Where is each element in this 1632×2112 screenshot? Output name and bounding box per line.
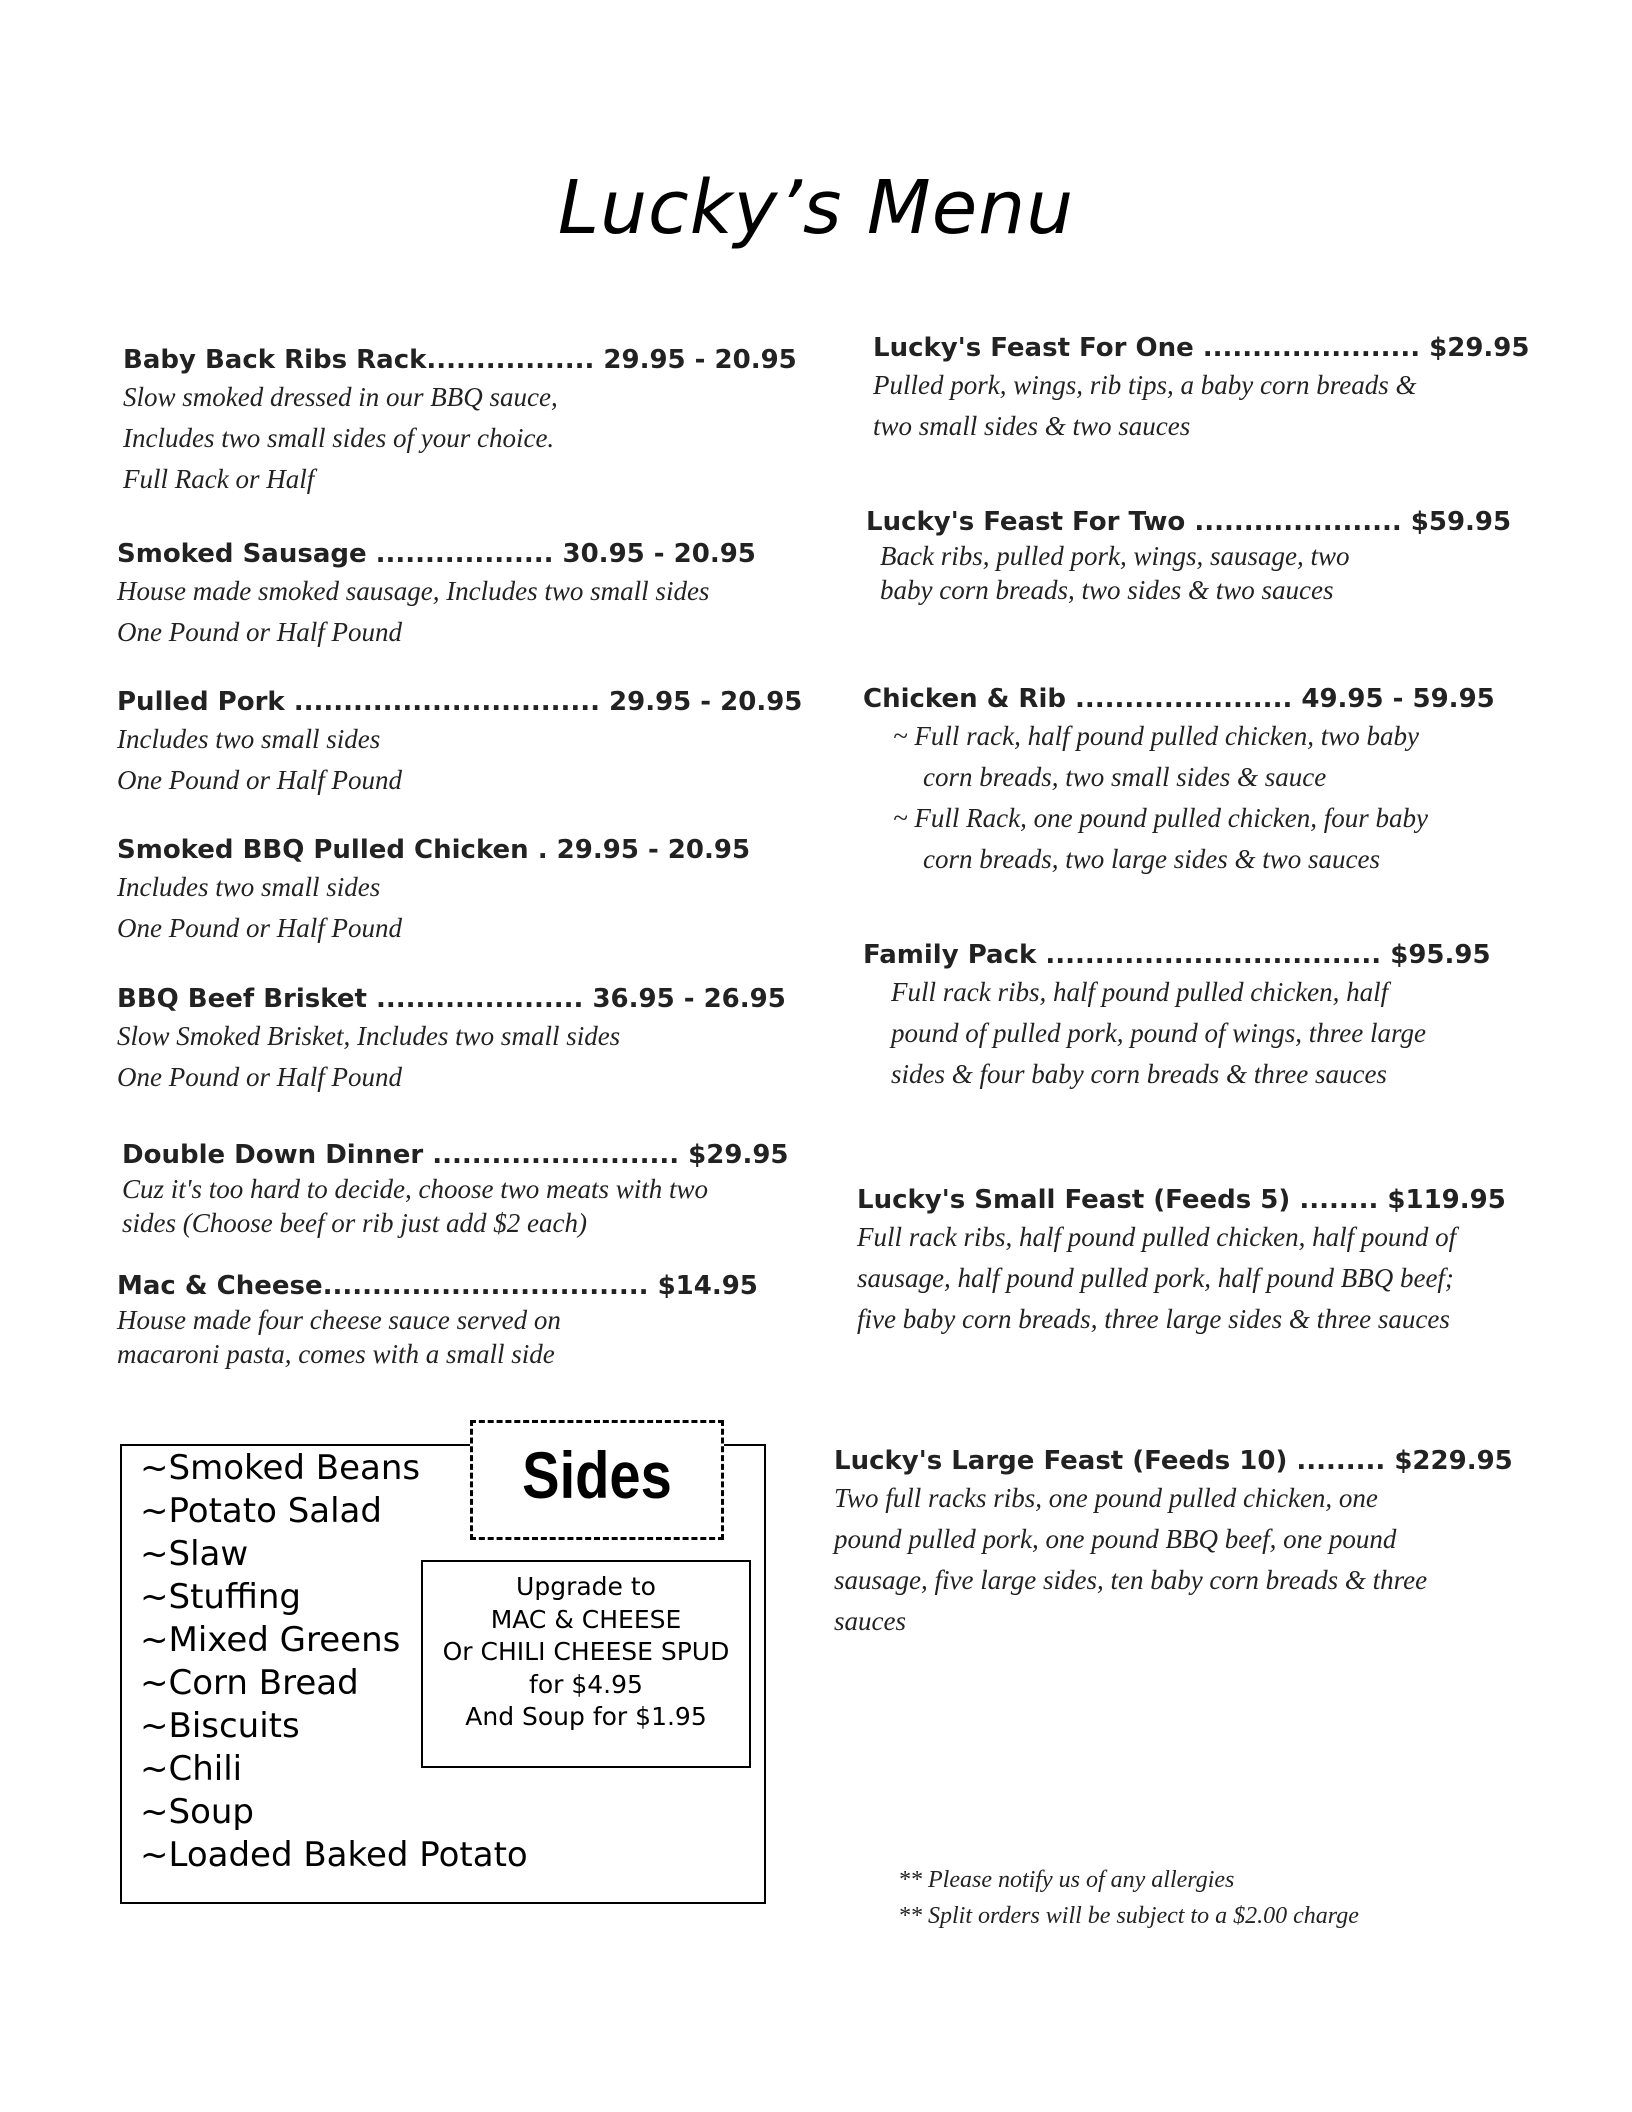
description-line: corn breads, two small sides & sauce xyxy=(923,762,1327,792)
upgrade-line: Upgrade to xyxy=(516,1572,656,1601)
side-item: ~Potato Salad xyxy=(140,1491,382,1531)
description-line: pound of pulled pork, pound of wings, three large xyxy=(891,1018,1426,1048)
item-description xyxy=(123,377,797,500)
description-line: House made four cheese sauce served on xyxy=(117,1305,561,1335)
allergy-note: ** Please notify us of any allergies xyxy=(898,1867,1235,1893)
item-heading: Baby Back Ribs Rack................. 29.95 - 20.95 xyxy=(123,345,797,375)
item-heading: Smoked Sausage .................. 30.95 - 20.95 xyxy=(117,539,756,569)
split-order-note: ** Split orders will be subject to a $2.00 charge xyxy=(898,1903,1359,1929)
description-line: Back ribs, pulled pork, wings, sausage, two xyxy=(880,541,1350,571)
description-line: sausage, half pound pulled pork, half pound BBQ beef; xyxy=(857,1263,1454,1293)
upgrade-line: MAC & CHEESE xyxy=(490,1604,682,1634)
menu-item-baby-back-ribs xyxy=(123,343,797,500)
menu-item-pulled-pork xyxy=(117,685,802,801)
item-heading: Pulled Pork ............................... 29.95 - 20.95 xyxy=(117,687,803,717)
upgrade-line: Or CHILI CHEESE SPUD xyxy=(442,1637,730,1666)
side-item: ~Smoked Beans xyxy=(140,1448,421,1488)
side-item: ~Corn Bread xyxy=(140,1663,359,1703)
item-description xyxy=(122,1172,789,1240)
item-description xyxy=(873,365,1529,447)
item-description xyxy=(834,1478,1513,1642)
description-line: sides (Choose beef or rib just add $2 each) xyxy=(122,1208,587,1238)
description-line: Full rack ribs, half pound pulled chicken, half pound of xyxy=(857,1222,1457,1252)
item-heading: Double Down Dinner ......................... $29.95 xyxy=(122,1140,789,1170)
description-line: Includes two small sides of your choice. xyxy=(123,423,555,453)
item-description xyxy=(863,716,1495,880)
item-description xyxy=(117,571,756,653)
description-line: One Pound or Half Pound xyxy=(117,765,402,795)
footer-notes xyxy=(898,1862,1359,1934)
description-line: Pulled pork, wings, rib tips, a baby corn breads & xyxy=(873,370,1417,400)
menu-item-smoked-sausage xyxy=(117,537,756,653)
description-line: Slow Smoked Brisket, Includes two small sides xyxy=(117,1021,621,1051)
description-line: sausage, five large sides, ten baby corn breads & three xyxy=(834,1565,1428,1595)
description-line: One Pound or Half Pound xyxy=(117,913,402,943)
item-description xyxy=(866,539,1511,607)
side-item: ~Stuffing xyxy=(140,1577,301,1617)
upgrade-box xyxy=(421,1560,751,1768)
item-description xyxy=(117,867,750,949)
menu-item-chicken-and-rib xyxy=(863,682,1495,880)
menu-item-smoked-bbq-pulled-chicken xyxy=(117,833,750,949)
page-title: Lucky’s Menu xyxy=(557,165,1075,251)
item-heading: Smoked BBQ Pulled Chicken . 29.95 - 20.95 xyxy=(117,835,751,865)
description-line: sides & four baby corn breads & three sauces xyxy=(891,1059,1387,1089)
item-heading: Lucky's Small Feast (Feeds 5) ........ $119.95 xyxy=(857,1185,1506,1215)
item-heading: Chicken & Rib ...................... 49.95 - 59.95 xyxy=(863,684,1495,714)
description-line: Includes two small sides xyxy=(117,724,381,754)
item-heading: Family Pack .................................. $95.95 xyxy=(863,940,1491,970)
side-item: ~Biscuits xyxy=(140,1706,300,1746)
item-heading: BBQ Beef Brisket ..................... 36.95 - 26.95 xyxy=(117,984,786,1014)
menu-item-feast-for-two xyxy=(866,505,1511,607)
description-line: five baby corn breads, three large sides & three sauces xyxy=(857,1304,1450,1334)
item-heading: Lucky's Large Feast (Feeds 10) ......... $229.95 xyxy=(834,1446,1513,1476)
item-heading: Lucky's Feast For One ...................... $29.95 xyxy=(873,333,1530,363)
description-line: Full rack ribs, half pound pulled chicken, half xyxy=(891,977,1389,1007)
item-description xyxy=(117,1016,786,1098)
description-line: Two full racks ribs, one pound pulled chicken, one xyxy=(834,1483,1378,1513)
menu-item-small-feast xyxy=(857,1183,1506,1340)
description-line: One Pound or Half Pound xyxy=(117,1062,402,1092)
item-description xyxy=(117,719,802,801)
description-line: corn breads, two large sides & two sauces xyxy=(923,844,1380,874)
item-description xyxy=(857,1217,1506,1340)
description-line: pound pulled pork, one pound BBQ beef, one pound xyxy=(834,1524,1397,1554)
description-line: sauces xyxy=(834,1606,906,1636)
sides-title: Sides xyxy=(522,1438,672,1512)
description-line: Cuz it's too hard to decide, choose two meats with two xyxy=(122,1174,709,1204)
menu-item-feast-for-one xyxy=(873,331,1529,447)
description-line: Slow smoked dressed in our BBQ sauce, xyxy=(123,382,558,412)
item-description xyxy=(863,972,1491,1095)
menu-item-double-down-dinner xyxy=(122,1138,789,1240)
upgrade-line: And Soup for $1.95 xyxy=(465,1702,707,1731)
description-line: macaroni pasta, comes with a small side xyxy=(117,1339,555,1369)
description-line: ~ Full rack, half pound pulled chicken, two baby xyxy=(893,721,1419,751)
side-item: ~Loaded Baked Potato xyxy=(140,1835,528,1875)
side-item: ~Mixed Greens xyxy=(140,1620,401,1660)
menu-item-family-pack xyxy=(863,938,1491,1095)
description-line: ~ Full Rack, one pound pulled chicken, four baby xyxy=(893,803,1428,833)
side-item: ~Chili xyxy=(140,1749,243,1789)
description-line: One Pound or Half Pound xyxy=(117,617,402,647)
menu-item-large-feast xyxy=(834,1444,1513,1642)
description-line: two small sides & two sauces xyxy=(873,411,1191,441)
description-line: Includes two small sides xyxy=(117,872,381,902)
side-item: ~Soup xyxy=(140,1792,255,1832)
item-description xyxy=(117,1303,758,1371)
description-line: House made smoked sausage, Includes two small sides xyxy=(117,576,710,606)
side-item: ~Slaw xyxy=(140,1534,249,1574)
menu-item-bbq-beef-brisket xyxy=(117,982,786,1098)
menu-item-mac-and-cheese xyxy=(117,1269,758,1371)
upgrade-line: for $4.95 xyxy=(529,1669,643,1699)
description-line: Full Rack or Half xyxy=(123,464,315,494)
item-heading: Mac & Cheese................................. $14.95 xyxy=(117,1271,758,1301)
item-heading: Lucky's Feast For Two ..................... $59.95 xyxy=(866,507,1512,537)
description-line: baby corn breads, two sides & two sauces xyxy=(880,575,1334,605)
